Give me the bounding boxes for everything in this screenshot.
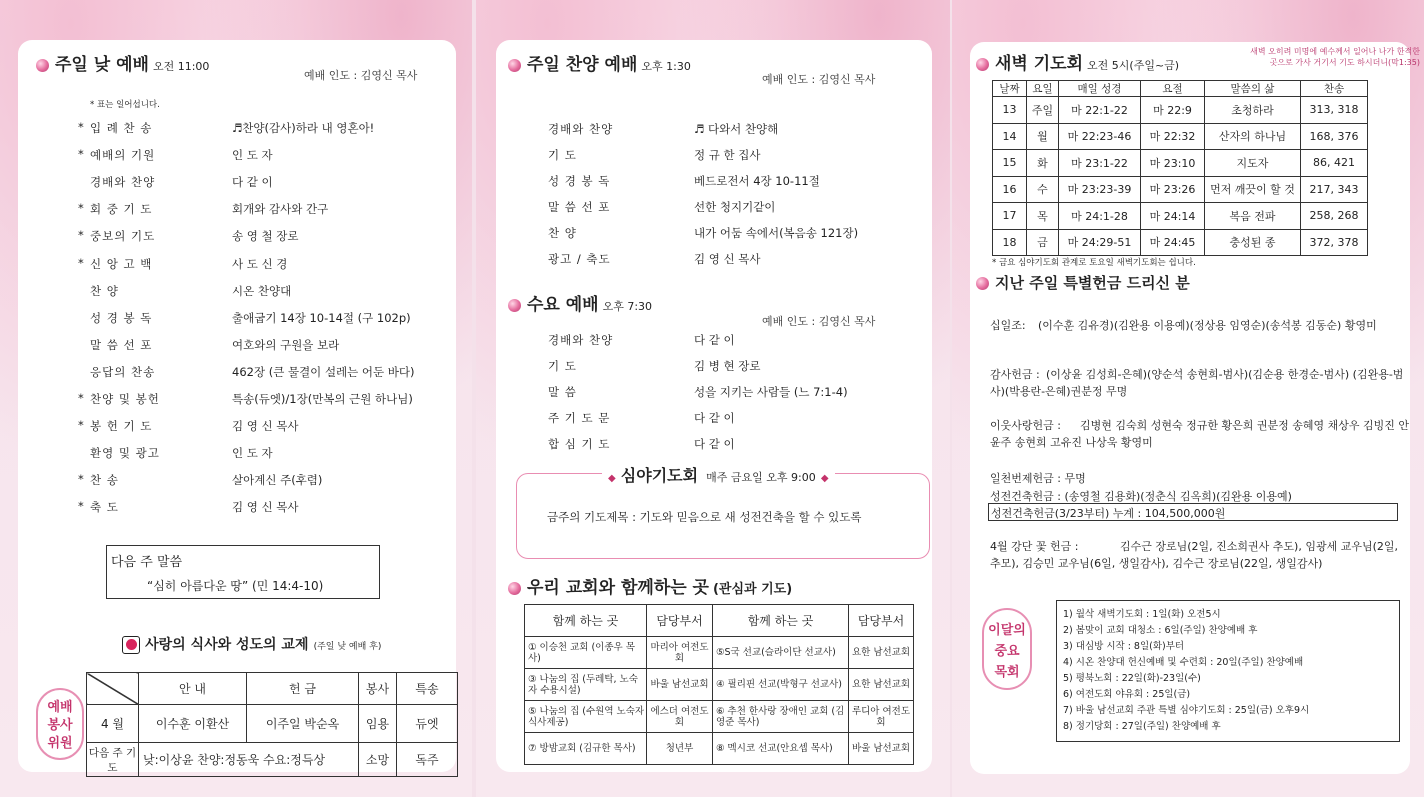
order-row	[536, 147, 916, 163]
dawn-row	[993, 176, 1368, 203]
monthly-item: 1) 월삭 새벽기도회 : 1일(화) 오전5시	[1063, 609, 1221, 620]
monthly-list	[1063, 607, 1309, 735]
order-label: 말 씀 선 포	[90, 337, 153, 352]
order-row	[78, 283, 438, 299]
night-prayer-text: 금주의 기도제목 : 기도와 믿음으로 새 성전건축을 할 수 있도록	[547, 510, 862, 524]
dawn-hymn: 258, 268	[1301, 203, 1368, 230]
apple-icon	[122, 636, 140, 654]
dawn-reading: 마 22:23-46	[1059, 123, 1141, 150]
left-panel	[0, 0, 472, 797]
order-value: 살아계신 주(후렴)	[232, 473, 323, 488]
fellowship-title: 사랑의 식사와 성도의 교제 (주일 낮 예배 후)	[122, 634, 381, 654]
order-row	[78, 472, 438, 488]
order-value: 사 도 신 경	[232, 256, 288, 271]
order-value: 여호와의 구원을 보라	[232, 337, 340, 352]
diagonal-cell	[87, 673, 139, 705]
order-label: 환영 및 광고	[90, 446, 160, 461]
order-row	[78, 310, 438, 326]
monthly-item: 2) 봄맞이 교회 대청소 : 6일(주일) 찬양예배 후	[1063, 625, 1258, 636]
order-label: 말 씀 선 포	[548, 200, 611, 214]
partners-header-dept: 담당부서	[849, 605, 914, 637]
dawn-life: 지도자	[1205, 150, 1301, 177]
order-star: *	[78, 201, 84, 216]
praise-service-title: 주일 찬양 예배 오후 1:30	[508, 50, 691, 75]
order-value: 시온 찬양대	[232, 283, 292, 298]
partner-dept: 루디아 여전도회	[849, 701, 914, 733]
partners-header-dept: 담당부서	[647, 605, 713, 637]
dawn-hymn: 313, 318	[1301, 97, 1368, 124]
dawn-reading: 마 24:29-51	[1059, 229, 1141, 256]
monthly-side-label: 이달의 중요 목회	[982, 608, 1032, 690]
volunteers-side-label: 예배 봉사 위원	[36, 688, 84, 760]
dawn-reading: 마 22:1-22	[1059, 97, 1141, 124]
next-week-verse: “심히 아름다운 땅” (민 14:4-10)	[147, 579, 324, 593]
order-value: 출애굽기 14장 10-14절 (구 102p)	[232, 310, 411, 325]
order-label: 기 도	[548, 148, 577, 162]
order-row	[78, 391, 438, 407]
pink-bullet-icon	[976, 58, 989, 71]
dawn-row	[993, 123, 1368, 150]
order-value: 김 병 현 장로	[694, 359, 761, 373]
partners-row	[525, 669, 914, 701]
order-label: 응답의 찬송	[90, 364, 156, 379]
standing-note: * 표는 일어섭니다.	[90, 100, 160, 110]
dawn-reading: 마 23:1-22	[1059, 150, 1141, 177]
order-row	[78, 228, 438, 244]
order-label: 광고 / 축도	[548, 252, 611, 266]
monthly-box	[1056, 600, 1400, 742]
order-value: 김 영 신 목사	[694, 252, 761, 266]
volunteers-table	[86, 672, 458, 777]
dawn-row	[993, 97, 1368, 124]
next-week-box	[106, 545, 380, 599]
monthly-item: 5) 평북노회 : 22일(화)-23일(수)	[1063, 673, 1201, 684]
order-label: 찬 양	[548, 226, 577, 240]
order-label: 경배와 찬양	[548, 333, 614, 347]
middle-panel	[476, 0, 950, 797]
pink-bullet-icon	[36, 59, 49, 72]
pink-bullet-icon	[976, 277, 989, 290]
order-label: 찬 양	[90, 283, 119, 298]
dawn-header-date: 날짜	[993, 81, 1027, 97]
order-label: 말 씀	[548, 385, 577, 399]
dawn-life: 복음 전파	[1205, 203, 1301, 230]
partners-row	[525, 701, 914, 733]
partner-place: ③ 나눔의 집 (두레탁, 노숙자 수용시설)	[525, 669, 647, 701]
order-label: 찬 송	[90, 473, 119, 488]
partners-table	[524, 604, 914, 765]
vol-row-offering: 이주일 박순옥	[247, 705, 359, 743]
dawn-header-verse: 요절	[1141, 81, 1205, 97]
monthly-item: 6) 여전도회 야유회 : 25일(금)	[1063, 689, 1191, 700]
order-label: 예배의 기원	[90, 148, 156, 163]
dawn-life: 초청하라	[1205, 97, 1301, 124]
order-row	[78, 337, 438, 353]
dawn-verse: 마 23:10	[1141, 150, 1205, 177]
dawn-reading: 마 23:23-39	[1059, 176, 1141, 203]
order-row	[536, 384, 916, 400]
dawn-hymn: 372, 378	[1301, 229, 1368, 256]
partners-row	[525, 733, 914, 765]
vol-row-special: 듀엣	[397, 705, 458, 743]
order-row	[78, 147, 438, 163]
dawn-row	[993, 203, 1368, 230]
right-panel	[952, 0, 1424, 797]
dawn-title: 새벽 기도회 오전 5시(주일~금)	[976, 49, 1179, 74]
dawn-day: 금	[1027, 229, 1059, 256]
monthly-item: 8) 정기당회 : 27일(주일) 찬양예배 후	[1063, 721, 1221, 732]
vol-prayer-special: 독주	[397, 743, 458, 777]
sunday-service-leader: 예배 인도 : 김영신 목사	[304, 69, 418, 82]
wednesday-leader: 예배 인도 : 김영신 목사	[762, 315, 876, 328]
order-row	[536, 173, 916, 189]
monthly-item: 7) 바울 남선교회 주관 특별 심야기도회 : 25일(금) 오후9시	[1063, 705, 1310, 716]
vol-header-guide: 안 내	[139, 673, 247, 705]
dawn-life: 산자의 하나님	[1205, 123, 1301, 150]
partner-dept: 청년부	[647, 733, 713, 765]
night-prayer-title: ◆ 심야기도회 매주 금요일 오후 9:00 ◆	[602, 463, 835, 486]
order-label: 중보의 기도	[90, 229, 156, 244]
order-value: 성을 지키는 사람들 (느 7:1-4)	[694, 385, 848, 399]
partners-header-place: 함께 하는 곳	[525, 605, 647, 637]
dawn-life: 충성된 종	[1205, 229, 1301, 256]
partner-dept: 요한 남선교회	[849, 669, 914, 701]
order-label: 경배와 찬양	[90, 175, 156, 190]
sunday-service-title: 주일 낮 예배 오전 11:00	[36, 50, 209, 75]
partner-place: ⑤S국 선교(슬라이단 선교사)	[713, 637, 849, 669]
order-star: *	[78, 418, 84, 433]
order-row	[78, 174, 438, 190]
order-value: 베드로전서 4장 10-11절	[694, 174, 820, 188]
vol-header-offering: 헌 금	[247, 673, 359, 705]
dawn-date: 15	[993, 150, 1027, 177]
next-week-label: 다음 주 말씀	[111, 555, 183, 570]
order-label: 입 례 찬 송	[90, 121, 153, 135]
pink-bullet-icon	[508, 299, 521, 312]
dawn-life: 먼저 깨끗이 할 것	[1205, 176, 1301, 203]
vol-row-month: 4 월	[87, 705, 139, 743]
dawn-date: 13	[993, 97, 1027, 124]
order-row	[78, 499, 438, 515]
dawn-header-hymn: 찬송	[1301, 81, 1368, 97]
partner-place: ⑤ 나눔의 집 (수원역 노숙자 식사제공)	[525, 701, 647, 733]
praise-service-leader: 예배 인도 : 김영신 목사	[762, 73, 876, 86]
partner-dept: 바울 남선교회	[849, 733, 914, 765]
order-value: 김 영 신 목사	[232, 500, 299, 515]
order-row	[536, 332, 916, 348]
dawn-date: 14	[993, 123, 1027, 150]
offering-flower: 4월 강단 꽃 헌금 : 김수근 장로님(2일, 진소희권사 추도), 임광세 교우님(2일, 추모), 김승민 교우님(6일, 생일감사), 김수근 장로님(22일, 생일감사)	[990, 540, 1398, 570]
order-star: *	[78, 472, 84, 487]
order-label: 성 경 봉 독	[548, 174, 611, 188]
partner-dept: 요한 남선교회	[849, 637, 914, 669]
vol-prayer-label: 다음 주 기 도	[87, 743, 139, 777]
vol-header-special: 특송	[397, 673, 458, 705]
monthly-item: 3) 대심방 시작 : 8일(화)부터	[1063, 641, 1185, 652]
order-value: ♬ 다와서 찬양해	[694, 122, 779, 136]
dawn-verse: 새벽 오히려 미명에 예수께서 일어나 나가 한적한 곳으로 가사 거기서 기도 하시더니(막1:35)	[1250, 47, 1420, 67]
dawn-date: 18	[993, 229, 1027, 256]
monthly-item: 4) 시온 찬양대 헌신예배 및 수련회 : 20일(주일) 찬양예배	[1063, 657, 1304, 668]
order-row	[78, 364, 438, 380]
partner-place: ⑦ 방밤교회 (김규한 목사)	[525, 733, 647, 765]
order-row	[536, 358, 916, 374]
order-value: ♬찬양(감사)하라 내 영혼아!	[232, 121, 375, 135]
order-star: *	[78, 228, 84, 243]
dawn-verse: 마 22:32	[1141, 123, 1205, 150]
order-label: 기 도	[548, 359, 577, 373]
vol-header-service: 봉사	[359, 673, 397, 705]
order-star: *	[78, 499, 84, 514]
dawn-date: 16	[993, 176, 1027, 203]
order-row	[536, 410, 916, 426]
dawn-hymn: 86, 421	[1301, 150, 1368, 177]
dawn-note: * 금요 심야기도회 관계로 토요일 새벽기도회는 쉽니다.	[992, 258, 1196, 268]
order-value: 내가 어둠 속에서(복음송 121장)	[694, 226, 859, 240]
dawn-header-reading: 매일 성경	[1059, 81, 1141, 97]
partner-place: ① 이승천 교회 (이종우 목사)	[525, 637, 647, 669]
order-label: 축 도	[90, 500, 119, 515]
order-row	[78, 418, 438, 434]
order-value: 인 도 자	[232, 148, 273, 163]
order-value: 회개와 감사와 간구	[232, 202, 329, 217]
order-star: *	[78, 255, 84, 270]
order-row	[78, 445, 438, 461]
dawn-day: 화	[1027, 150, 1059, 177]
order-label: 찬양 및 봉헌	[90, 392, 160, 406]
order-row	[536, 225, 916, 241]
order-label: 주 기 도 문	[548, 411, 611, 425]
partner-place: ⑧ 멕시코 선교(안요셉 목사)	[713, 733, 849, 765]
pink-bullet-icon	[508, 59, 521, 72]
offering-building: 성전건축헌금 : (송영철 김용화)(정춘식 김옥희)(김완용 이용예)	[990, 490, 1292, 503]
partner-dept: 마리아 여전도회	[647, 637, 713, 669]
order-star: *	[78, 147, 84, 162]
order-label: 회 중 기 도	[90, 202, 153, 217]
dawn-day: 주일	[1027, 97, 1059, 124]
dawn-verse: 마 23:26	[1141, 176, 1205, 203]
dawn-day: 목	[1027, 203, 1059, 230]
vol-row-guide: 이수훈 이환산	[139, 705, 247, 743]
partner-place: ⑥ 추천 한사랑 장애인 교회 (김영준 목사)	[713, 701, 849, 733]
vol-prayer-names: 낮:이상윤 찬양:정동욱 수요:정득상	[139, 743, 359, 777]
order-label: 합 심 기 도	[548, 437, 611, 451]
order-row	[78, 256, 438, 272]
dawn-date: 17	[993, 203, 1027, 230]
dawn-day: 월	[1027, 123, 1059, 150]
order-star: *	[78, 120, 84, 134]
dawn-verse: 마 24:14	[1141, 203, 1205, 230]
partner-dept: 에스더 여전도회	[647, 701, 713, 733]
order-row	[536, 199, 916, 215]
dawn-hymn: 217, 343	[1301, 176, 1368, 203]
offering-building-total: 성전건축헌금(3/23부터) 누계 : 104,500,000원	[988, 503, 1398, 521]
order-value: 다 같 이	[232, 175, 273, 190]
offering-millennium: 일천번제헌금 : 무명	[990, 472, 1086, 485]
dawn-verse: 마 24:45	[1141, 229, 1205, 256]
order-value: 다 같 이	[694, 411, 735, 425]
order-label: 봉 헌 기 도	[90, 419, 153, 434]
offering-tithe: 십일조: (이수훈 김유경)(김완용 이용예)(정상용 임영순)(송석봉 김동순) 황영미	[990, 319, 1377, 332]
order-row	[536, 251, 916, 267]
order-value: 다 같 이	[694, 437, 735, 451]
dawn-header-life: 말씀의 삶	[1205, 81, 1301, 97]
partners-header-place: 함께 하는 곳	[713, 605, 849, 637]
order-label: 성 경 봉 독	[90, 310, 153, 325]
partner-dept: 바울 남선교회	[647, 669, 713, 701]
partner-place: ④ 필리핀 선교(박형구 선교사)	[713, 669, 849, 701]
order-row	[78, 201, 438, 217]
order-star: *	[78, 391, 84, 405]
order-value: 정 규 한 집사	[694, 148, 761, 162]
pink-bullet-icon	[508, 582, 521, 595]
dawn-reading: 마 24:1-28	[1059, 203, 1141, 230]
dawn-table	[992, 80, 1368, 256]
order-label: 경배와 찬양	[548, 122, 614, 136]
partners-row	[525, 637, 914, 669]
offering-neighbor: 이웃사랑헌금 : 김병현 김숙희 성현숙 정규한 황은희 권분정 송혜영 채상우 김빙진 안윤주 송현희 고유진 나상욱 황영미	[990, 419, 1409, 449]
order-value: 송 영 철 장로	[232, 229, 299, 244]
order-value: 다 같 이	[694, 333, 735, 347]
order-row	[536, 436, 916, 452]
vol-row-service: 임용	[359, 705, 397, 743]
offerings-title: 지난 주일 특별헌금 드리신 분	[976, 272, 1190, 293]
dawn-day: 수	[1027, 176, 1059, 203]
partners-title: 우리 교회와 함께하는 곳 (관심과 기도)	[508, 573, 792, 598]
vol-prayer-service: 소망	[359, 743, 397, 777]
order-value: 선한 청지기같이	[694, 200, 776, 214]
order-value: 김 영 신 목사	[232, 419, 299, 434]
order-label: 신 앙 고 백	[90, 256, 153, 271]
dawn-header-day: 요일	[1027, 81, 1059, 97]
order-row	[536, 121, 916, 137]
dawn-row	[993, 150, 1368, 177]
dawn-verse: 마 22:9	[1141, 97, 1205, 124]
wednesday-title: 수요 예배 오후 7:30	[508, 290, 652, 315]
order-row	[78, 120, 438, 136]
dawn-hymn: 168, 376	[1301, 123, 1368, 150]
dawn-row	[993, 229, 1368, 256]
offering-thanks: 감사헌금 : (이상윤 김성희-은혜)(양순석 송현희-범사)(김순용 한경순-범사) (김완용-범사)(박용란-은혜)권분정 무명	[990, 368, 1404, 398]
order-value: 462장 (큰 물결이 설레는 어둔 바다)	[232, 364, 415, 379]
order-value: 인 도 자	[232, 446, 273, 461]
order-value: 특송(듀엣)/1장(만복의 근원 하나님)	[232, 392, 413, 406]
